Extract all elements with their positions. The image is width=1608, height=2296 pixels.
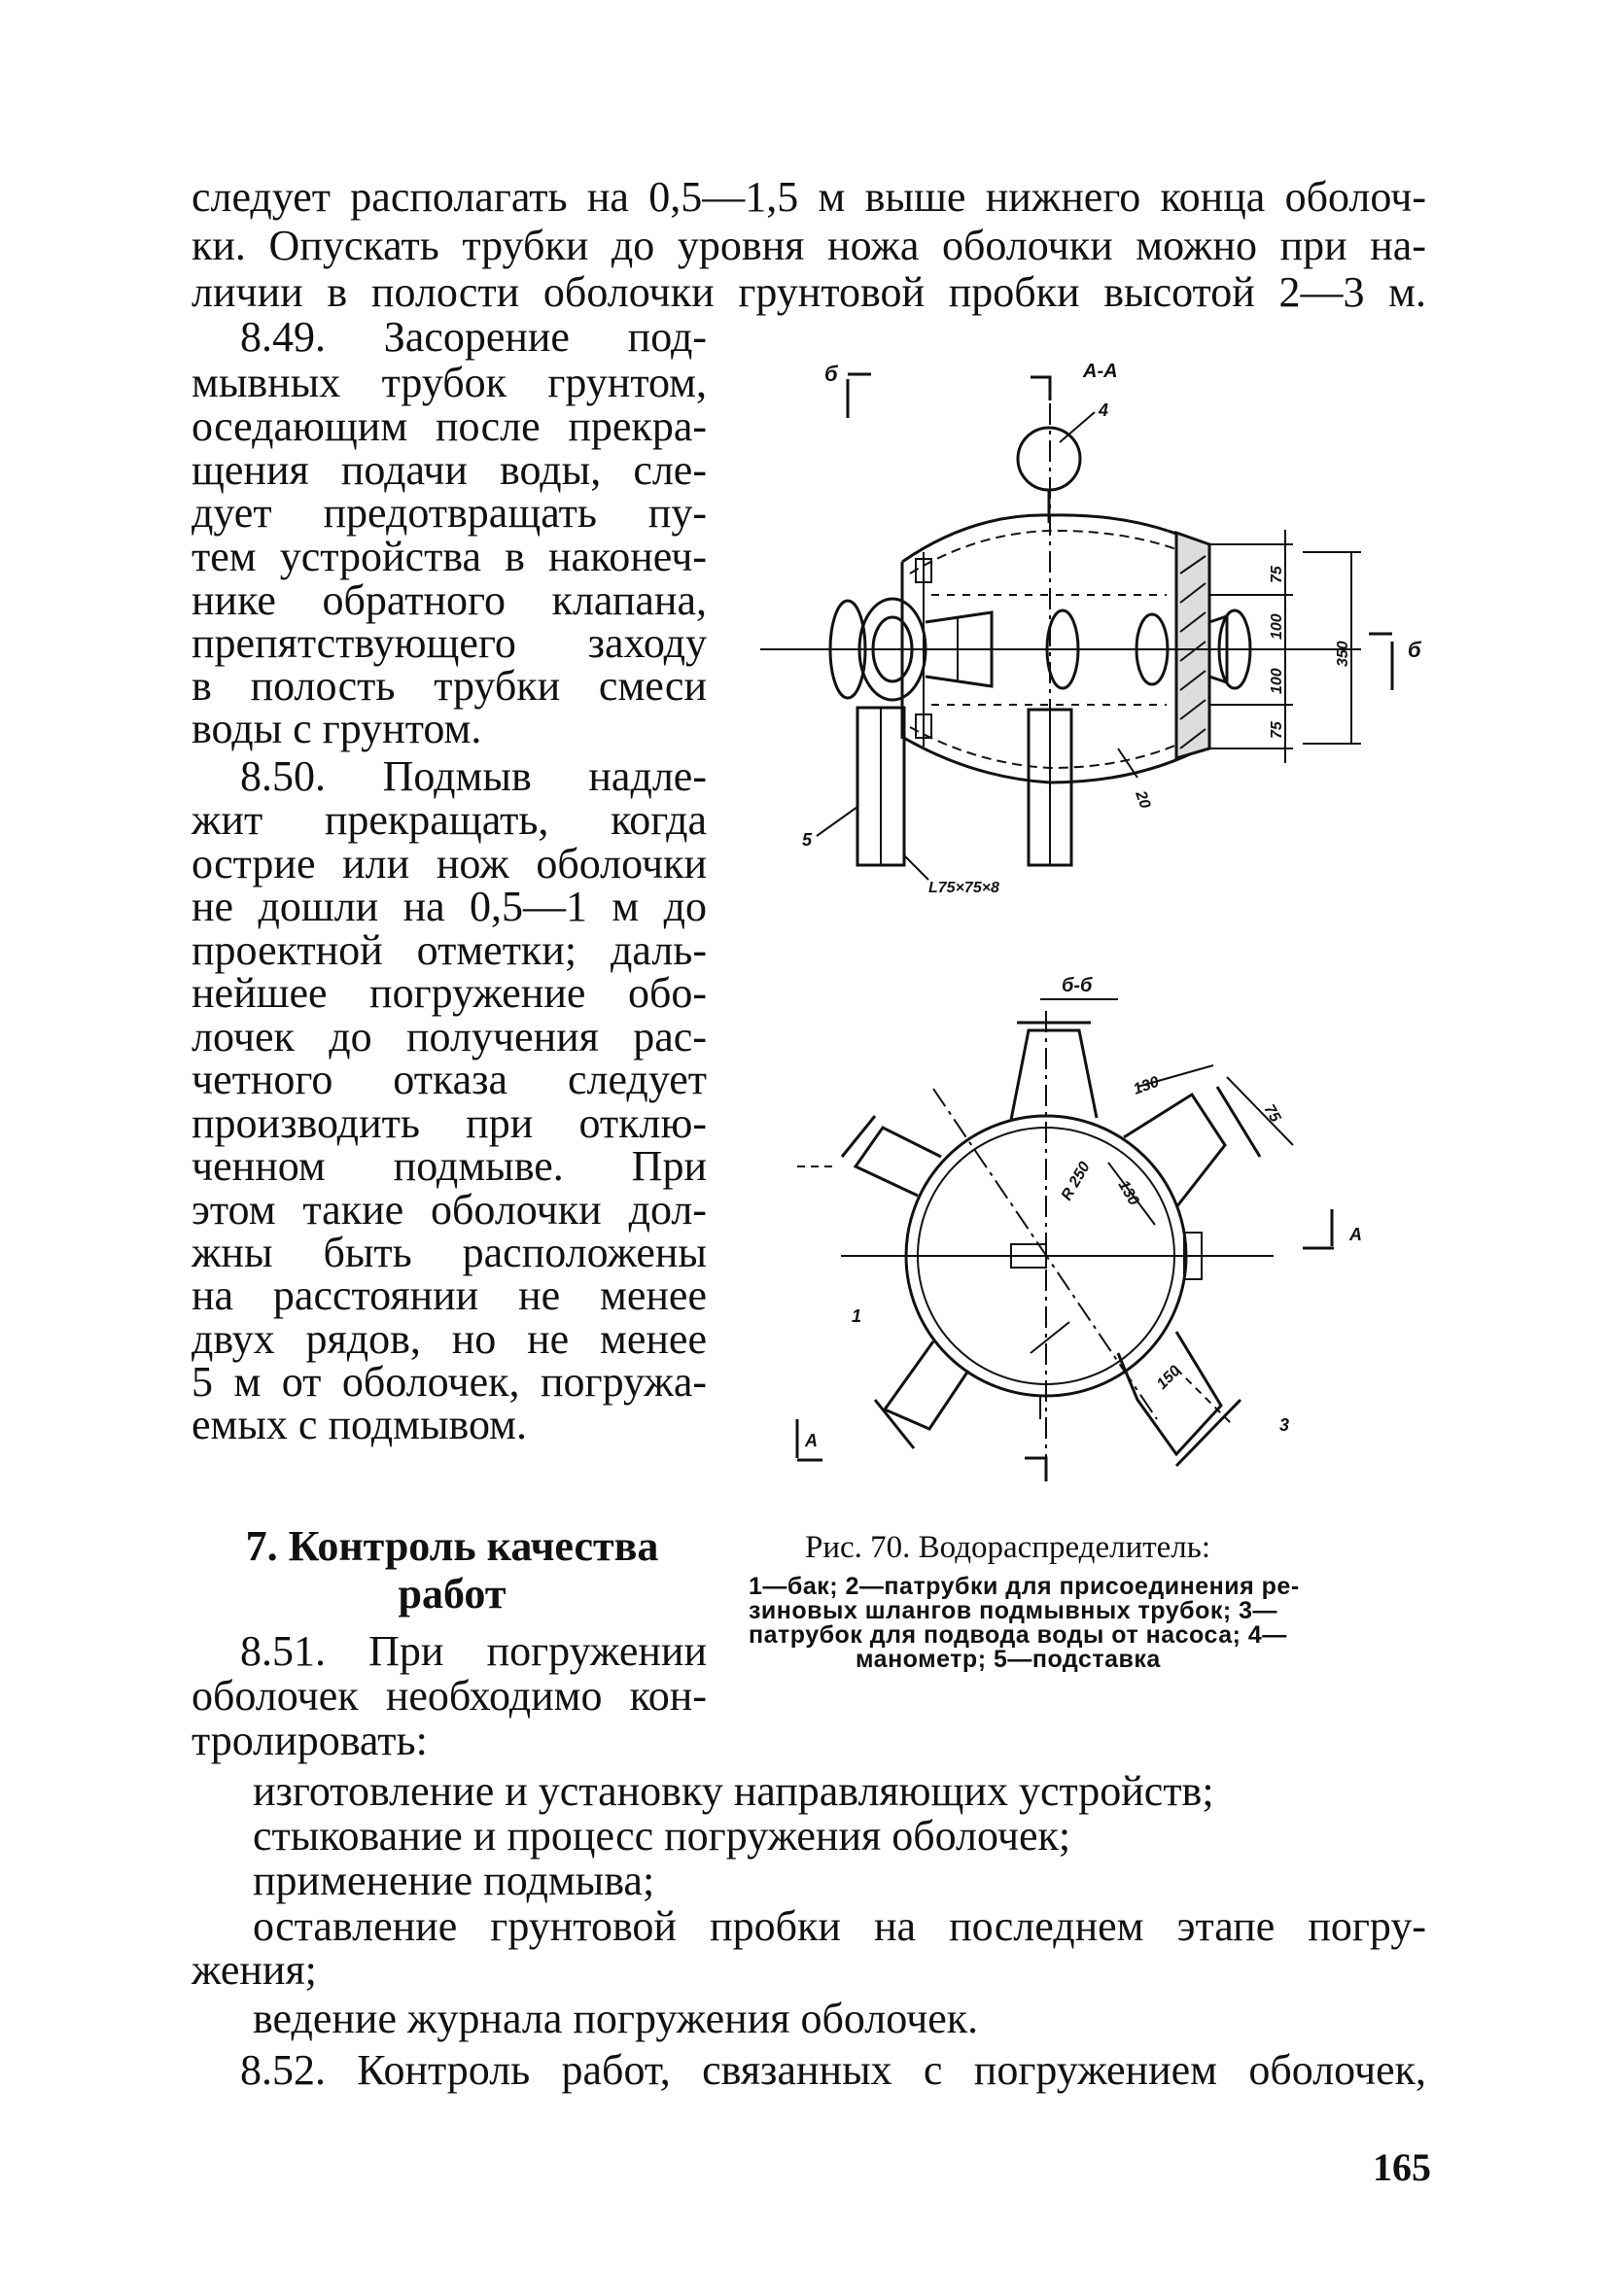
text-line: нике обратного клапана,	[192, 576, 707, 624]
figure-caption-line: патрубок для подвода воды от насоса; 4—	[749, 1621, 1287, 1649]
text-line: оболочек необходимо кон-	[192, 1672, 707, 1720]
text-line: четного отказа следует	[192, 1056, 707, 1103]
dim-100-bottom: 100	[1269, 668, 1285, 694]
text-line: дует предотвращать пу-	[192, 489, 707, 537]
cut-mark-a-right: А	[1349, 1225, 1362, 1244]
page-number: 165	[1373, 2145, 1431, 2189]
list-item: применение подмыва;	[253, 1857, 655, 1904]
dim-350: 350	[1335, 641, 1351, 667]
figure-caption-line: 1—бак; 2—патрубки для присоединения ре-	[749, 1573, 1300, 1600]
dim-100-top: 100	[1269, 613, 1285, 640]
text-line: 5 м от оболочек, погружа-	[192, 1358, 707, 1406]
text-line: в полость трубки смеси	[192, 662, 707, 710]
text-line: на расстоянии не менее	[192, 1271, 707, 1319]
dim-130-top: 130	[1131, 1073, 1162, 1098]
text-line: 8.51. При погружении	[240, 1627, 707, 1675]
figure-caption-title: Рис. 70. Водораспределитель:	[805, 1530, 1210, 1565]
text-line: ченном подмыве. При	[192, 1142, 707, 1190]
dim-r250: R 250	[1058, 1159, 1094, 1203]
text-line: оседающим после прекра-	[192, 402, 707, 450]
list-item: ведение журнала погружения оболочек.	[253, 1995, 979, 2042]
text-line: щения подачи воды, сле-	[192, 446, 707, 494]
text-line: жны быть расположены	[192, 1229, 707, 1276]
figure-caption-line: манометр; 5—подставка	[856, 1646, 1161, 1673]
list-item: изготовление и установку направляющих устройств;	[253, 1767, 1214, 1815]
callout-3: 3	[1279, 1415, 1290, 1435]
section-heading-line-2: работ	[398, 1570, 507, 1618]
callout-1: 1	[852, 1306, 862, 1326]
section-heading-line-1: 7. Контроль качества	[245, 1522, 659, 1570]
list-item: оставление грунтовой пробки на последнем этапе погру-	[253, 1902, 1426, 1950]
intro-line-2: ки. Опускать трубки до уровня ножа оболочки можно при на-	[192, 222, 1426, 269]
text-line: лочек до получения рас-	[192, 1013, 707, 1061]
cut-mark-b-right: б	[1408, 638, 1421, 662]
cut-mark-b-left: б	[824, 362, 838, 386]
text-line: производить при отклю-	[192, 1099, 707, 1147]
text-line: не дошли на 0,5—1 м до	[192, 883, 707, 930]
text-line: тем устройства в наконеч-	[192, 533, 707, 580]
dim-130-inner: 130	[1114, 1177, 1142, 1209]
text-line: 8.50. Подмыв надле-	[240, 752, 707, 800]
dim-75-bottom: 75	[1269, 721, 1285, 739]
text-line: емых с подмывом.	[192, 1401, 528, 1448]
dim-75-top: 75	[1269, 566, 1285, 583]
dim-75-side: 75	[1260, 1101, 1284, 1126]
cut-mark-a-left: А	[805, 1431, 818, 1450]
intro-line-3: личии в полости оболочки грунтовой пробки высотой 2—3 м.	[192, 268, 1426, 316]
text-line: мывных трубок грунтом,	[192, 359, 707, 406]
callout-5: 5	[802, 830, 813, 850]
text-line: воды с грунтом.	[192, 705, 482, 752]
section-label-top: А-А	[1083, 361, 1118, 382]
list-item: 8.52. Контроль работ, связанных с погружением оболочек,	[240, 2046, 1426, 2094]
text-line: острие или нож оболочки	[192, 840, 707, 887]
text-line: тролировать:	[192, 1717, 428, 1764]
figure-caption-line: зиновых шлангов подмывных трубок; 3—	[749, 1597, 1278, 1624]
section-label-bottom: б-б	[1062, 975, 1093, 996]
text-line: проектной отметки; даль-	[192, 926, 707, 974]
callout-4: 4	[1099, 400, 1109, 420]
gauge-icon	[1018, 428, 1080, 490]
text-line: жит прекращать, когда	[192, 796, 707, 844]
dim-angle: L75×75×8	[928, 880, 999, 896]
dim-20: 20	[1132, 788, 1154, 812]
text-line: препятствующего заходу	[192, 619, 707, 667]
text-line: этом такие оболочки дол-	[192, 1186, 707, 1234]
intro-line-1: следует располагать на 0,5—1,5 м выше нижнего конца оболоч-	[192, 173, 1426, 221]
list-item: стыкование и процесс погружения оболочек;	[253, 1812, 1071, 1860]
text-line: 8.49. Засорение под-	[240, 313, 707, 361]
dim-150: 150	[1153, 1362, 1184, 1393]
text-line: двух рядов, но не менее	[192, 1315, 707, 1363]
list-item: жения;	[192, 1946, 317, 1994]
text-line: нейшее погружение обо-	[192, 969, 707, 1017]
